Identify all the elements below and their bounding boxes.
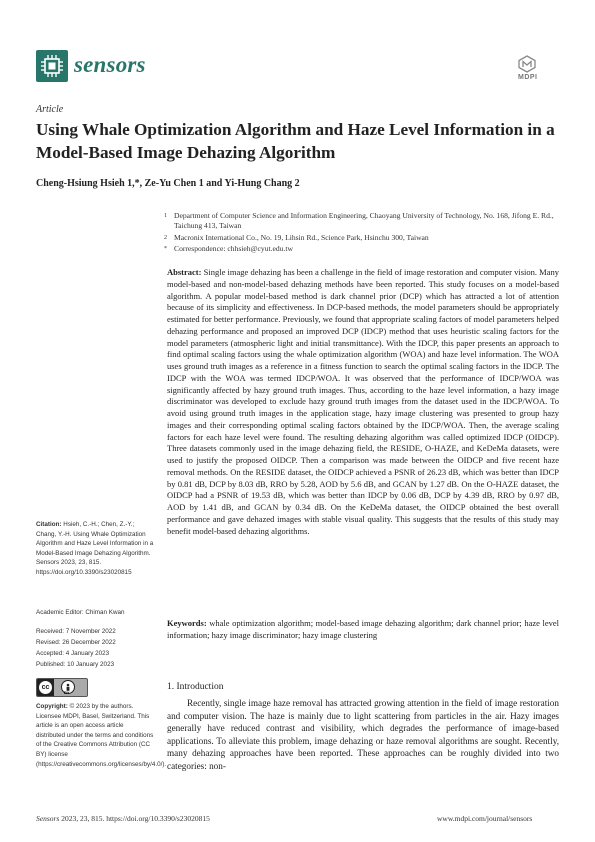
keywords-text: whale optimization algorithm; model-based image dehazing algorithm; dark channel prior; haze level information; hazy image discriminator; hazy image clustering [167,618,560,640]
cc-license-badge[interactable] [36,678,88,697]
copyright-text[interactable]: © 2023 by the authors. Licensee MDPI, Basel, Switzerland. This article is an open access article distributed under the terms and conditions of the Creative Commons Attribution (CC BY) license (https://creativecommons.org/licenses/by/4.0/). [36,703,167,768]
footer-journal: Sensors [36,814,60,823]
citation-text[interactable]: Hsieh, C.-H.; Chen, Z.-Y.; Chang, Y.-H. Using Whale Optimization Algorithm and Haze Level Information in a Model-Based Image Dehazing Algorithm. Sensors 2023, 23, 815. https://doi.org/10.3390/s23020815 [36,521,154,576]
date-received: Received: 7 November 2022 [36,628,116,635]
affiliation-text: Macronix International Co., No. 19, Lihsin Rd., Science Park, Hsinchu 300, Taiwan [174,233,429,242]
footer-doi[interactable]: 2023, 23, 815. https://doi.org/10.3390/s23020815 [61,814,210,823]
affiliation-1 [164,211,564,231]
affiliation-number: 1 [164,213,167,219]
cc-icon: cc [39,681,52,694]
affiliation-2 [164,233,564,243]
footer-journal-url[interactable]: www.mdpi.com/journal/sensors [437,814,533,823]
correspondence-marker: * [164,246,167,252]
affiliation-text: Department of Computer Science and Information Engineering, Chaoyang University of Technology, No. 168, Jifong E. Rd., Taichung 413, Taiwan [174,211,554,230]
keywords-label: Keywords: [167,618,207,628]
correspondence [164,244,564,254]
cc-by-label: BY [64,690,70,695]
mdpi-logo-text: MDPI [518,74,538,81]
date-accepted: Accepted: 4 January 2023 [36,650,110,657]
journal-name[interactable]: sensors [74,52,146,77]
academic-editor: Academic Editor: Chiman Kwan [36,609,125,616]
correspondence-text[interactable]: Correspondence: chhsieh@cyut.edu.tw [174,244,293,253]
citation-block [36,520,154,578]
footer-citation [36,814,210,823]
abstract [167,267,559,537]
abstract-text: Single image dehazing has been a challenge in the field of image restoration and computer vision. Many model-based and non-model-based dehazing methods have been reported. This study focuses on a model-based algorithm. A popular model-based method is dark channel prior (DCP) which has attracted a lot of attention because of its simplicity and effectiveness. In DCP-based methods, the model parameters should be appropriately estimated for better performance. Previously, we found that appropriate scaling factors of model parameters helped dehazing performance and proposed an improved DCP (IDCP) method that uses heuristic scaling factors for the model parameters (atmospheric light and initial transmittance). With the IDCP, this paper presents an approach to find optimal scaling factors using the whale optimization algorithm (WOA) and haze level information. The WOA uses ground truth images as a reference in a fitness function to search the optimal scaling factors in the IDCP. The IDCP with the WOA was termed IDCP/WOA. It was observed that the performance of IDCP/WOA was significantly affected by hazy ground truth images. Thus, according to the haze level information, a hazy image discriminator was developed to exclude hazy ground truth images from the dataset used in the IDCP/WOA. To avoid using ground truth images in the application stage, hazy image clustering was presented to group hazy images and their corresponding optimal scaling factors obtained by the IDCP/WOA. Then, the average scaling factors for each haze level were found. The resulting dehazing algorithm was called optimized IDCP (OIDCP). Three datasets commonly used in the image dehazing field, the RESIDE, O-HAZE, and KeDeMa datasets, were used to justify the proposed OIDCP. Then a comparison was made between the OIDCP and five recent haze removal methods. On the RESIDE dataset, the OIDCP achieved a PSNR of 26.23 dB, which was better than IDCP by 0.81 dB, DCP by 8.03 dB, RRO by 5.28, AOD by 5.6 dB, and GCAN by 1.27 dB. On the O-HAZE dataset, the OIDCP had a PSNR of 19.53 dB, which was better than IDCP by 0.06 dB, DCP by 4.39 dB, RRO by 0.97 dB, AOD by 1.41 dB, and GCAN by 0.34 dB. On the KeDeMa dataset, the OIDCP obtained the best overall performance and gave dehazed images with stable visual quality. This suggests that the results of this study may benefit model-based dehazing algorithms. [167,267,560,536]
article-type: Article [36,104,64,115]
date-revised: Revised: 26 December 2022 [36,639,116,646]
copyright-block [36,702,167,769]
affiliation-number: 2 [164,235,167,241]
date-published: Published: 10 January 2023 [36,661,115,668]
paper-title: Using Whale Optimization Algorithm and Haze Level Information in a Model-Based Image Dehazing Algorithm [36,120,555,162]
copyright-label: Copyright: [36,703,68,710]
introduction-paragraph: Recently, single image haze removal has attracted growing attention in the field of image restoration and computer vision. The haze is mainly due to light scattering from particles in the air. Hazy images generally have reduced contrast and visibility, which degrades the performance of image-based applications. To alleviate this problem, image dehazing or haze removal algorithms are sought. Recently, many dehazing approaches have been reported. These approaches can be roughly divided into two categories: non- [167,698,559,771]
journal-logo-icon [36,50,68,82]
citation-label: Citation: [36,521,62,528]
abstract-label: Abstract: [167,267,202,277]
section-heading-introduction: 1. Introduction [167,682,224,692]
keywords [167,618,559,642]
author-list[interactable]: Cheng-Hsiung Hsieh 1,*, Ze-Yu Chen 1 and Yi-Hung Chang 2 [36,178,300,189]
